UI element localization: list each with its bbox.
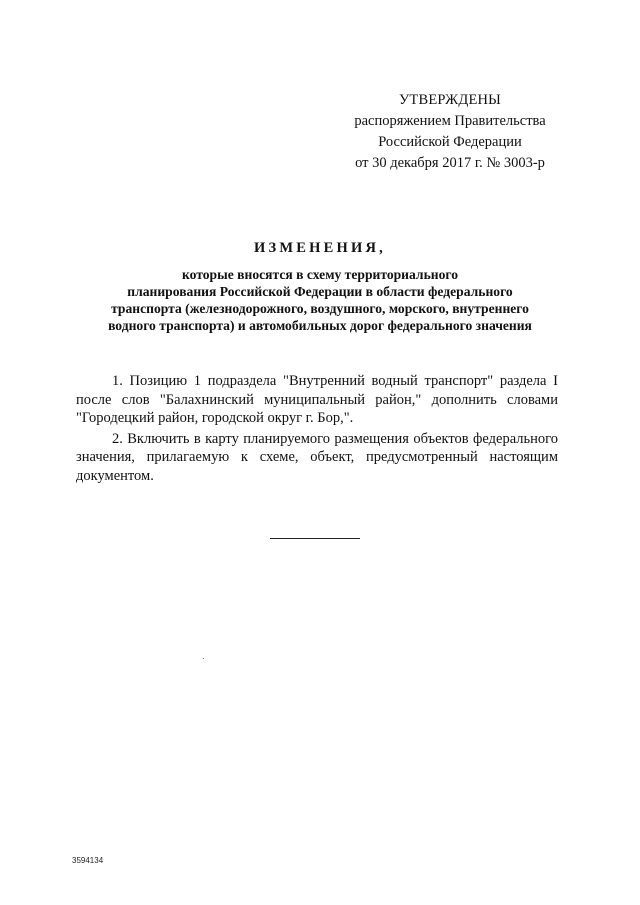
approval-line-3: от 30 декабря 2017 г. № 3003-р — [355, 155, 545, 171]
scan-speck — [203, 658, 204, 659]
document-body — [76, 372, 558, 487]
approval-line-1: распоряжением Правительства — [354, 113, 546, 129]
paragraph-2: 2. Включить в карту планируемого размещения объектов федерального значения, прилагаемую к схеме, объект, предусмотренный настоящим документом. — [76, 430, 558, 484]
subtitle-line-4: водного транспорта) и автомобильных дорог федерального значения — [108, 318, 532, 333]
end-divider — [270, 538, 360, 539]
document-subtitle — [60, 266, 580, 334]
document-code: 3594134 — [72, 856, 104, 865]
approval-block — [330, 90, 570, 174]
document-title: ИЗМЕНЕНИЯ, — [254, 240, 386, 256]
approval-line-2: Российской Федерации — [378, 134, 522, 150]
subtitle-line-3: транспорта (железнодорожного, воздушного, морского, внутреннего — [111, 301, 529, 316]
subtitle-line-2: планирования Российской Федерации в области федерального — [127, 284, 513, 299]
paragraph-1: 1. Позицию 1 подраздела "Внутренний водный транспорт" раздела I после слов "Балахнинский муниципальный район," дополнить словами "Городецкий район, городской округ г. Бор,". — [76, 373, 558, 426]
subtitle-line-1: которые вносятся в схему территориального — [181, 267, 459, 282]
approval-heading: УТВЕРЖДЕНЫ — [398, 92, 502, 108]
